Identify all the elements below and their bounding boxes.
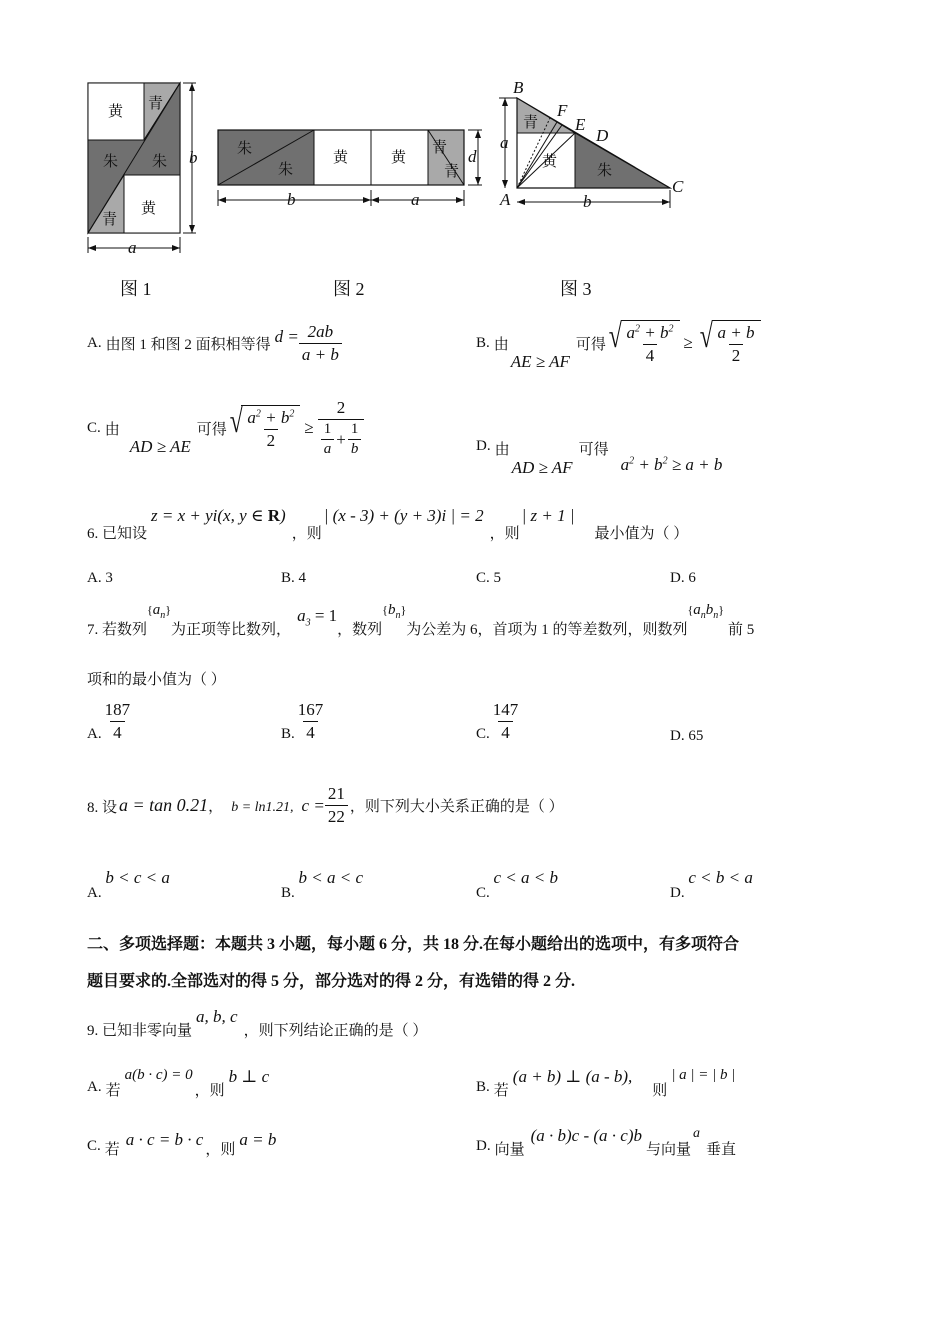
fig3-point-D: D	[596, 126, 609, 145]
fig3-dim-b: b	[583, 192, 592, 211]
q5-a-lhs: d =	[274, 326, 299, 346]
q8-c-fraction: $\frac{21}{22}$	[325, 784, 348, 827]
fig1-label-qing-bottom: 青	[102, 212, 118, 228]
fig2-label-qing-bottom: 青	[444, 164, 460, 180]
q8-option-b[interactable]: B. b < a < c	[281, 868, 364, 901]
fig3-label-qing: 青	[523, 115, 539, 131]
section2-heading-line2: 题目要求的.全部选对的得 5 分，部分选对的得 2 分，有选错的得 2 分.	[87, 973, 576, 990]
fig3-point-B: B	[513, 78, 524, 97]
fig3-caption: 图 3	[560, 279, 592, 299]
fig1-label-zhu-left: 朱	[103, 154, 119, 170]
fig2-dim-d: d	[468, 147, 477, 166]
q7-question: 7. 若数列 $\{a_n\}$ 为正项等比数列， $a_3 = 1$ ，数列 $\{b_n\}$ 为公差为 6，首项为 1 的等差数列，则数列 $\{a_nb_n\}$ 前 5	[87, 602, 755, 638]
q5-option-d[interactable]	[476, 438, 722, 478]
q8-b-def: b = ln1.21,	[231, 799, 294, 815]
fig2-caption: 图 2	[333, 279, 365, 299]
q5-a-text: 由图 1 和图 2 面积相等得	[105, 337, 271, 353]
q9-option-a[interactable]: A. 若 a(b · c) = 0 ，则 b ⊥ c	[87, 1067, 270, 1099]
q6-target: | z + 1 |	[521, 506, 575, 525]
q5-c-mid: 可得	[196, 421, 227, 438]
fig1-label-zhu-right: 朱	[152, 154, 168, 170]
section2-heading-line1: 二、多项选择题：本题共 3 小题，每小题 6 分，共 18 分.在每小题给出的选项中，有多项符合	[87, 936, 740, 953]
fig2-label-qing-top: 青	[432, 140, 448, 156]
q6-z-def: z = x + yi(x, y ∈ R)	[151, 506, 286, 525]
q6-option-b[interactable]: B. 4	[281, 570, 307, 586]
q5-c-label: C.	[87, 419, 101, 436]
q5-b-pre: 由	[493, 336, 509, 353]
fig2-dim-a: a	[411, 190, 420, 209]
figure-1	[80, 75, 210, 265]
q5-option-c[interactable]	[87, 398, 364, 458]
fig1-caption: 图 1	[120, 279, 152, 299]
q5-c-ge: ≥	[304, 418, 314, 437]
q5-c-pre: 由	[104, 421, 120, 438]
q6-option-a[interactable]: A. 3	[87, 570, 113, 586]
q5-b-mid: 可得	[575, 336, 606, 353]
q9-option-c[interactable]: C. 若 a · c = b · c ，则 a = b	[87, 1130, 277, 1158]
q5-b-cond: AE ≥ AF	[510, 352, 570, 371]
q8-option-a[interactable]: A. b < c < a	[87, 868, 170, 901]
fig1-dim-a: a	[128, 238, 137, 257]
fig1-label-huang-top: 黄	[108, 104, 124, 120]
fig1-label-qing-top: 青	[148, 96, 164, 112]
fig2-label-zhu-top: 朱	[237, 141, 253, 157]
q5-option-b[interactable]	[476, 314, 761, 372]
q5-a-label: A.	[87, 335, 102, 351]
fig1-dim-b: b	[189, 148, 198, 167]
q6-condition: | (x - 3) + (y + 3)i | = 2	[323, 506, 484, 525]
q5-a-fraction: $\frac{2ab}{a + b}$	[299, 322, 342, 365]
q8-c-lhs: c =	[301, 795, 325, 815]
fig2-dim-b: b	[287, 190, 296, 209]
fig3-label-huang: 黄	[542, 154, 558, 170]
q5-d-mid: 可得	[578, 442, 609, 458]
q8-question: 8. 设 a = tan 0.21 ， b = ln1.21, c = $\frac{21}{22}$ ，则下列大小关系正确的是（ ）	[87, 784, 564, 826]
q5-c-fraction: 2 $\frac{1}{a}$ + $\frac{1}{b}$	[318, 398, 365, 458]
q9-option-d[interactable]: D. 向量 (a · b)c - (a · c)b 与向量 a 垂直	[476, 1126, 737, 1158]
q6-option-c[interactable]: C. 5	[476, 570, 502, 586]
q7-question-line2: 项和的最小值为（ ）	[87, 672, 226, 688]
q9-question: 9. 已知非零向量 a, b, c ，则下列结论正确的是（ ）	[87, 1007, 428, 1039]
q8-a-def: a = tan 0.21	[119, 795, 209, 815]
q9-option-b[interactable]: B. 若 (a + b) ⊥ (a - b), 则 | a | = | b |	[476, 1067, 736, 1099]
q5-b-sqrt-2: √ $\frac{a + b}{2}$	[697, 320, 761, 366]
q7-option-c[interactable]: C. $\frac{147}{4}$	[476, 700, 519, 742]
q6-question: 6. 已知设 z = x + yi(x, y ∈ R) ，则 | (x - 3) + (y + 3)i | = 2 ，则 | z + 1 | 最小值为（ ）	[87, 506, 689, 542]
q5-c-cond: AD ≥ AE	[129, 437, 191, 456]
q5-d-cond: AD ≥ AF	[511, 458, 573, 477]
fig2-label-huang-2: 黄	[391, 150, 407, 166]
q8-option-d[interactable]: D. c < b < a	[670, 868, 753, 901]
q9-vectors: a, b, c	[196, 1007, 238, 1026]
q7-option-a[interactable]: A. $\frac{187}{4}$	[87, 700, 131, 742]
q5-c-sqrt: √ $\frac{a^2 + b^2}{2}$	[227, 405, 301, 451]
q5-d-pre: 由	[494, 442, 510, 458]
q5-b-sqrt-1: √ $\frac{a^2 + b^2}{4}$	[606, 320, 680, 366]
fig3-point-C: C	[672, 177, 684, 196]
fig3-point-F: F	[557, 101, 568, 120]
fig3-label-zhu: 朱	[597, 163, 613, 179]
figure-3	[490, 78, 700, 218]
q5-b-label: B.	[476, 334, 490, 351]
fig2-label-huang-1: 黄	[333, 150, 349, 166]
q5-b-ge: ≥	[683, 333, 693, 352]
fig3-dim-a: a	[500, 133, 509, 152]
fig1-label-huang-bottom: 黄	[141, 201, 157, 217]
fig2-label-zhu-bottom: 朱	[278, 162, 294, 178]
q8-option-c[interactable]: C. c < a < b	[476, 868, 559, 901]
q6-option-d[interactable]: D. 6	[670, 570, 696, 586]
q7-option-d[interactable]: D. 65	[670, 728, 704, 744]
fig3-point-E: E	[575, 115, 586, 134]
q5-option-a[interactable]	[87, 322, 342, 365]
fig3-point-A: A	[500, 190, 511, 209]
q5-d-expr: $a^2 + b^2 \ge a + b$	[620, 455, 723, 474]
q5-d-label: D.	[476, 438, 491, 454]
q7-option-b[interactable]: B. $\frac{167}{4}$	[281, 700, 324, 742]
